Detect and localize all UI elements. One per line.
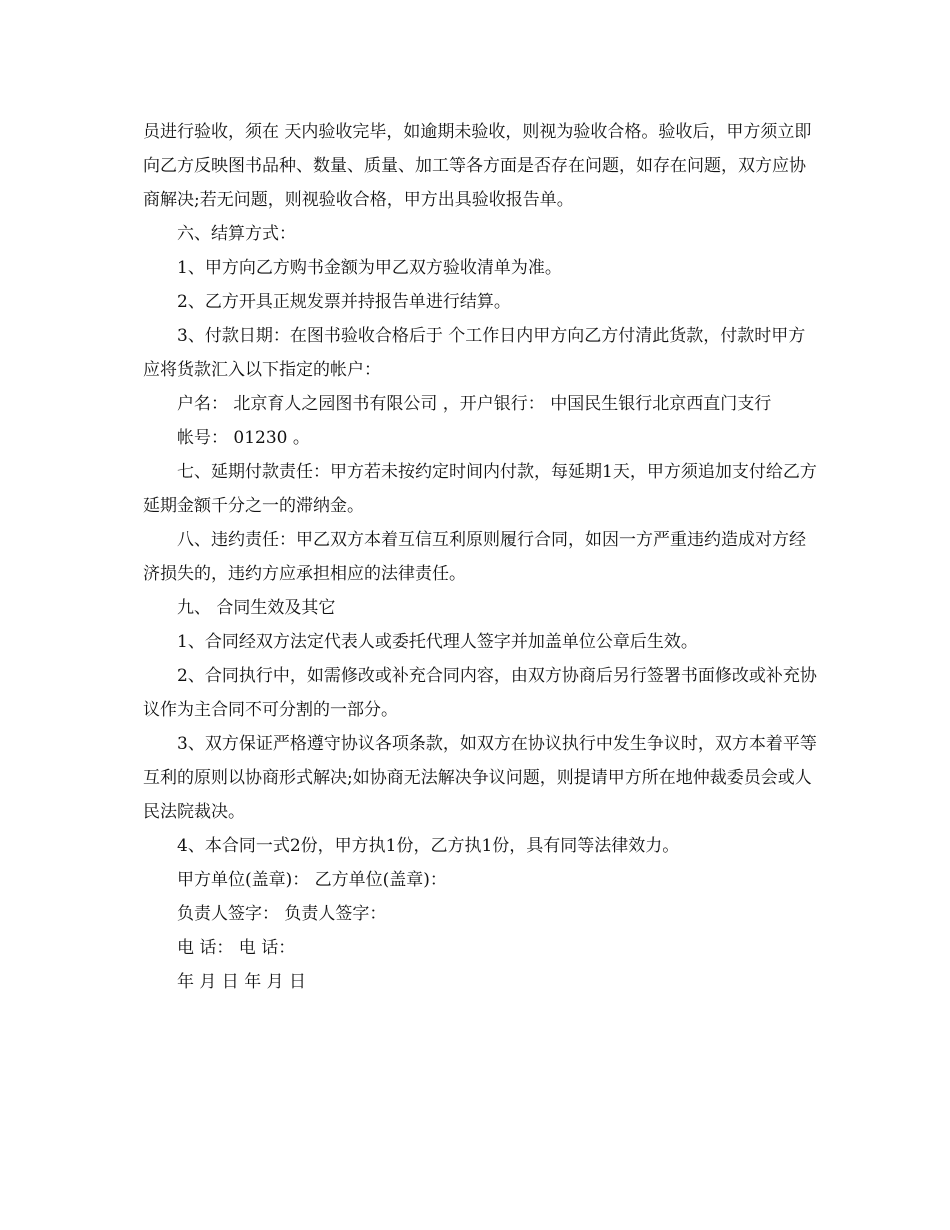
section-8-breach: 八、违约责任：甲乙双方本着互信互利原则履行合同，如因一方严重违约造成对方经济损失的，违约方应承担相应的法律责任。 (143, 530, 806, 584)
account-name-bank: 户名： 北京育人之园图书有限公司 ，开户银行： 中国民生银行北京西直门支行 (177, 394, 772, 414)
section-9-heading: 九、 合同生效及其它 (177, 598, 336, 618)
signature-party-units: 甲方单位(盖章)： 乙方单位(盖章)： (177, 870, 447, 890)
settlement-item-1: 1、甲方向乙方购书金额为甲乙双方验收清单为准。 (177, 258, 562, 278)
settlement-item-2: 2、乙方开具正规发票并持报告单进行结算。 (177, 292, 511, 312)
effectiveness-item-4: 4、本合同一式2份，甲方执1份，乙方执1份，具有同等法律效力。 (177, 836, 680, 856)
effectiveness-item-2: 2、合同执行中，如需修改或补充合同内容，由双方协商后另行签署书面修改或补充协议作为主合同不可分割的一部分。 (143, 666, 817, 720)
acceptance-clause-continuation: 员进行验收，须在 天内验收完毕，如逾期未验收，则视为验收合格。验收后，甲方须立即向乙方反映图书品种、数量、质量、加工等各方面是否存在问题，如存在问题，双方应协商解决;若无问题，则视验收合格，甲方出具验收报告单。 (143, 122, 812, 210)
account-number: 帐号： 01230 。 (177, 428, 310, 448)
effectiveness-item-1: 1、合同经双方法定代表人或委托代理人签字并加盖单位公章后生效。 (177, 632, 698, 652)
effectiveness-item-3: 3、双方保证严格遵守协议各项条款，如双方在协议执行中发生争议时，双方本着平等互利的原则以协商形式解决;如协商无法解决争议问题，则提请甲方所在地仲裁委员会或人民法院裁决。 (143, 734, 817, 822)
signature-phones: 电 话： 电 话： (177, 938, 296, 958)
section-7-late-payment: 七、延期付款责任：甲方若未按约定时间内付款，每延期1天，甲方须追加支付给乙方延期金额千分之一的滞纳金。 (143, 462, 817, 516)
document-body (143, 115, 818, 999)
section-6-heading: 六、结算方式： (177, 224, 296, 244)
signature-responsible-persons: 负责人签字： 负责人签字： (177, 904, 387, 924)
signature-dates: 年 月 日 年 月 日 (177, 972, 307, 992)
settlement-item-3: 3、付款日期：在图书验收合格后于 个工作日内甲方向乙方付清此货款，付款时甲方应将货款汇入以下指定的帐户： (143, 326, 806, 380)
